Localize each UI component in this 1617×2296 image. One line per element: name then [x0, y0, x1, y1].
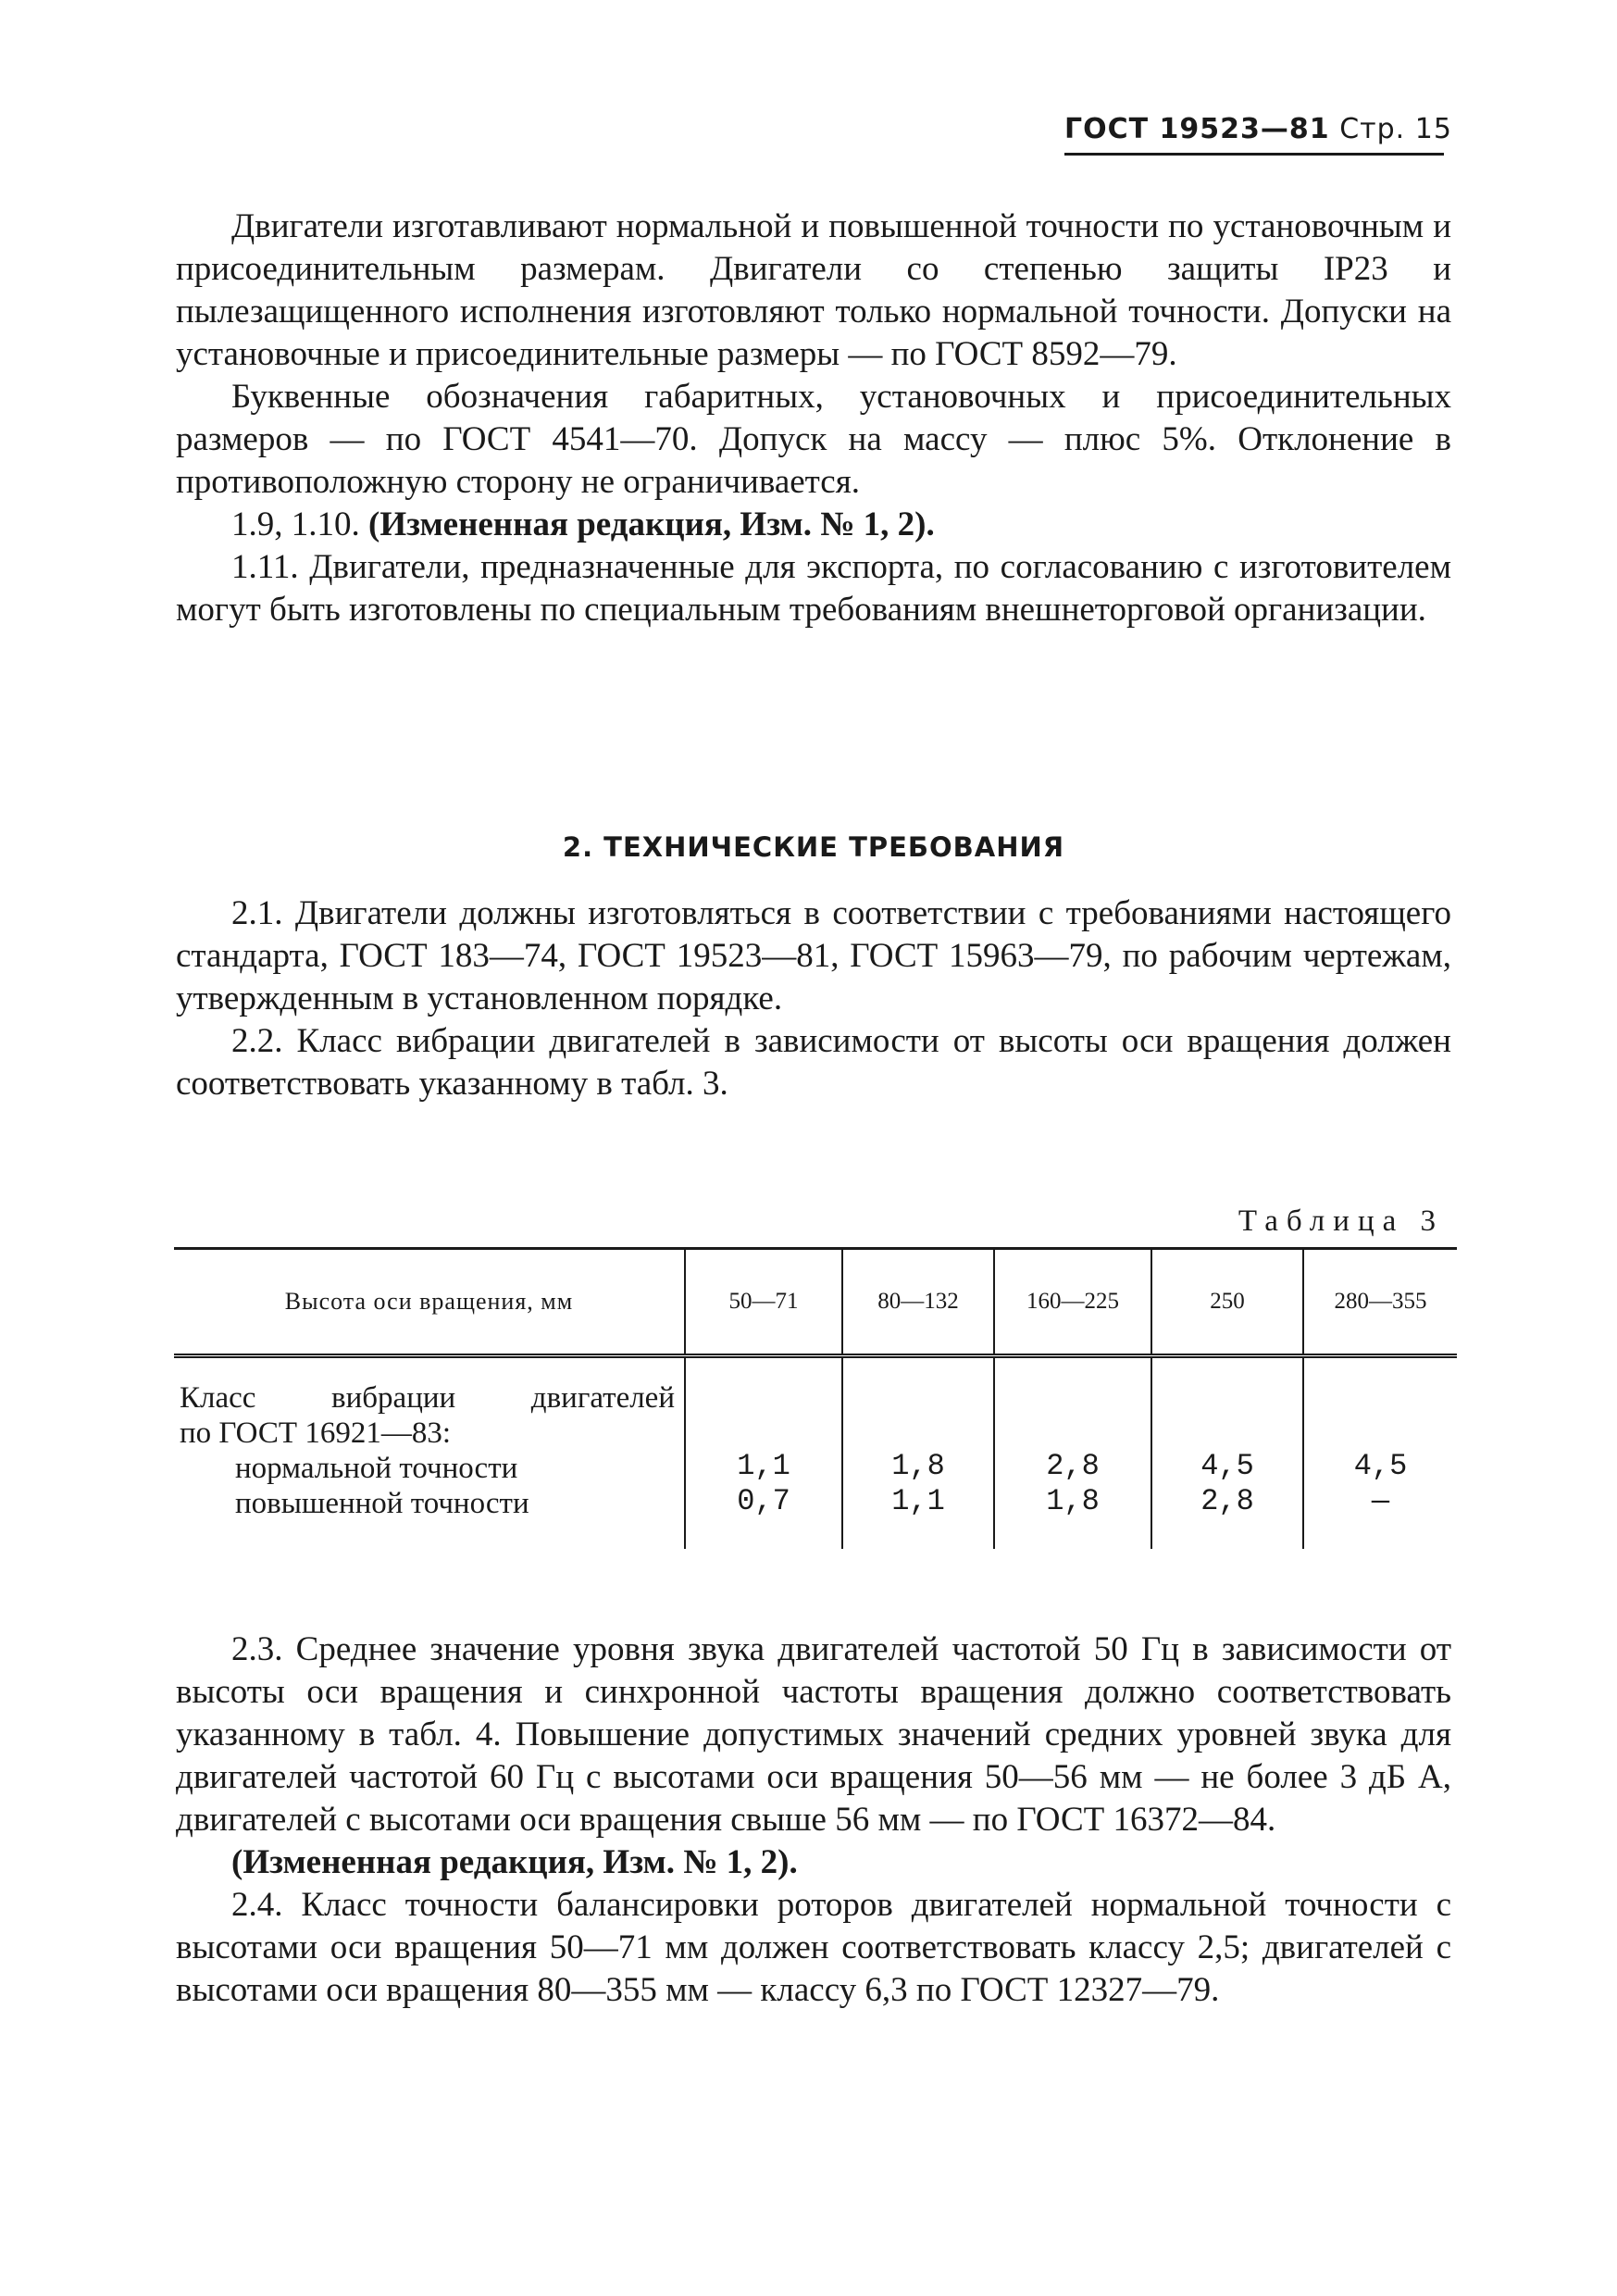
- value-normal: 4,5: [1353, 1449, 1408, 1483]
- header-axis-height: Высота оси вращения, мм: [284, 1288, 574, 1315]
- section2-continued: [176, 1628, 1451, 2012]
- table-row: [174, 1356, 1457, 1550]
- cell-80-132: [842, 1356, 994, 1550]
- value-normal: 2,8: [1046, 1449, 1100, 1483]
- cell-160-225: [994, 1356, 1151, 1550]
- section1-continued: [176, 206, 1451, 631]
- row-label-line: по ГОСТ 16921—83:: [180, 1416, 451, 1450]
- row-label-line: Класс вибрации двигателей: [180, 1381, 675, 1415]
- header-col-250: 250: [1151, 1249, 1303, 1356]
- table-caption: Таблица 3: [1238, 1204, 1444, 1238]
- header-col-160-225: 160—225: [994, 1249, 1151, 1356]
- cell-280-355: [1303, 1356, 1457, 1550]
- row-label-normal-accuracy: нормальной точности: [235, 1452, 518, 1485]
- paragraph-letter-designations: Буквенные обозначения габаритных, установочных и присоединительных размеров — по ГОСТ 4541—70. Допуск на массу — плюс 5%. Отклонение в противоположную сторону не ограничивается.: [176, 378, 1451, 501]
- paragraph-2-1: 2.1. Двигатели должны изготовляться в соответствии с требованиями настоящего стандарта, ГОСТ 183—74, ГОСТ 19523—81, ГОСТ 15963—79, по рабочим чертежам, утвержденным в установленном порядке.: [176, 894, 1451, 1017]
- cell-250: [1151, 1356, 1303, 1550]
- value-increased: 0,7: [737, 1484, 790, 1518]
- value-increased: —: [1371, 1484, 1390, 1518]
- value-increased: 1,1: [891, 1484, 945, 1518]
- section-heading-technical-requirements: 2. ТЕХНИЧЕСКИЕ ТРЕБОВАНИЯ: [562, 831, 1065, 863]
- header-col-80-132: 80—132: [842, 1249, 994, 1356]
- value-increased: 1,8: [1046, 1484, 1100, 1518]
- value-increased: 2,8: [1200, 1484, 1254, 1518]
- section2-intro: [176, 892, 1451, 1105]
- paragraph-2-3: 2.3. Среднее значение уровня звука двигателей частотой 50 Гц в зависимости от высоты оси вращения и синхронной частоты вращения должно соответствовать указанному в табл. 4. Повышение допустимых значений средних уровней звука для двигателей частотой 60 Гц с высотами оси вращения 50—56 мм — не более 3 дБ А, двигателей с высотами оси вращения свыше 56 мм — по ГОСТ 16372—84.: [176, 1630, 1451, 1839]
- vibration-class-table: [174, 1247, 1457, 1549]
- amendment-clause-number: 1.9, 1.10.: [231, 505, 360, 543]
- paragraph-1-11-export: 1.11. Двигатели, предназначенные для экспорта, по согласованию с изготовителем могут быть изготовлены по специальным требованиям внешнеторговой организации.: [176, 548, 1451, 629]
- row-label-vibration-class: [174, 1356, 685, 1550]
- running-head: [1064, 113, 1452, 156]
- paragraph-amendment-1-9-1-10: [176, 504, 1451, 546]
- paragraph-tolerances: Двигатели изготавливают нормальной и повышенной точности по установочным и присоединительным размерам. Двигатели со степенью защиты IP23 и пылезащищенного исполнения изготовляют только нормальной точности. Допуски на установочные и присоединительные размеры — по ГОСТ 8592—79.: [176, 207, 1451, 373]
- table-header-row: [174, 1249, 1457, 1356]
- header-col-50-71: 50—71: [685, 1249, 842, 1356]
- paragraph-2-2: 2.2. Класс вибрации двигателей в зависимости от высоты оси вращения должен соответствовать указанному в табл. 3.: [176, 1022, 1451, 1103]
- table-3: [174, 1247, 1457, 1549]
- paragraph-2-4: 2.4. Класс точности балансировки роторов двигателей нормальной точности с высотами оси вращения 50—71 мм должен соответствовать классу 2,5; двигателей с высотами оси вращения 80—355 мм — классу 6,3 по ГОСТ 12327—79.: [176, 1886, 1451, 2009]
- standard-number: ГОСТ 19523—81: [1064, 113, 1330, 145]
- amendment-note: (Измененная редакция, Изм. № 1, 2).: [368, 505, 935, 543]
- cell-50-71: [685, 1356, 842, 1550]
- value-normal: 4,5: [1200, 1449, 1254, 1483]
- header-col-280-355: 280—355: [1303, 1249, 1457, 1356]
- page-number: Стр. 15: [1339, 113, 1452, 145]
- value-normal: 1,1: [737, 1449, 790, 1483]
- amendment-note: (Измененная редакция, Изм. № 1, 2).: [231, 1843, 798, 1881]
- value-normal: 1,8: [891, 1449, 945, 1483]
- row-label-increased-accuracy: повышенной точности: [235, 1487, 529, 1520]
